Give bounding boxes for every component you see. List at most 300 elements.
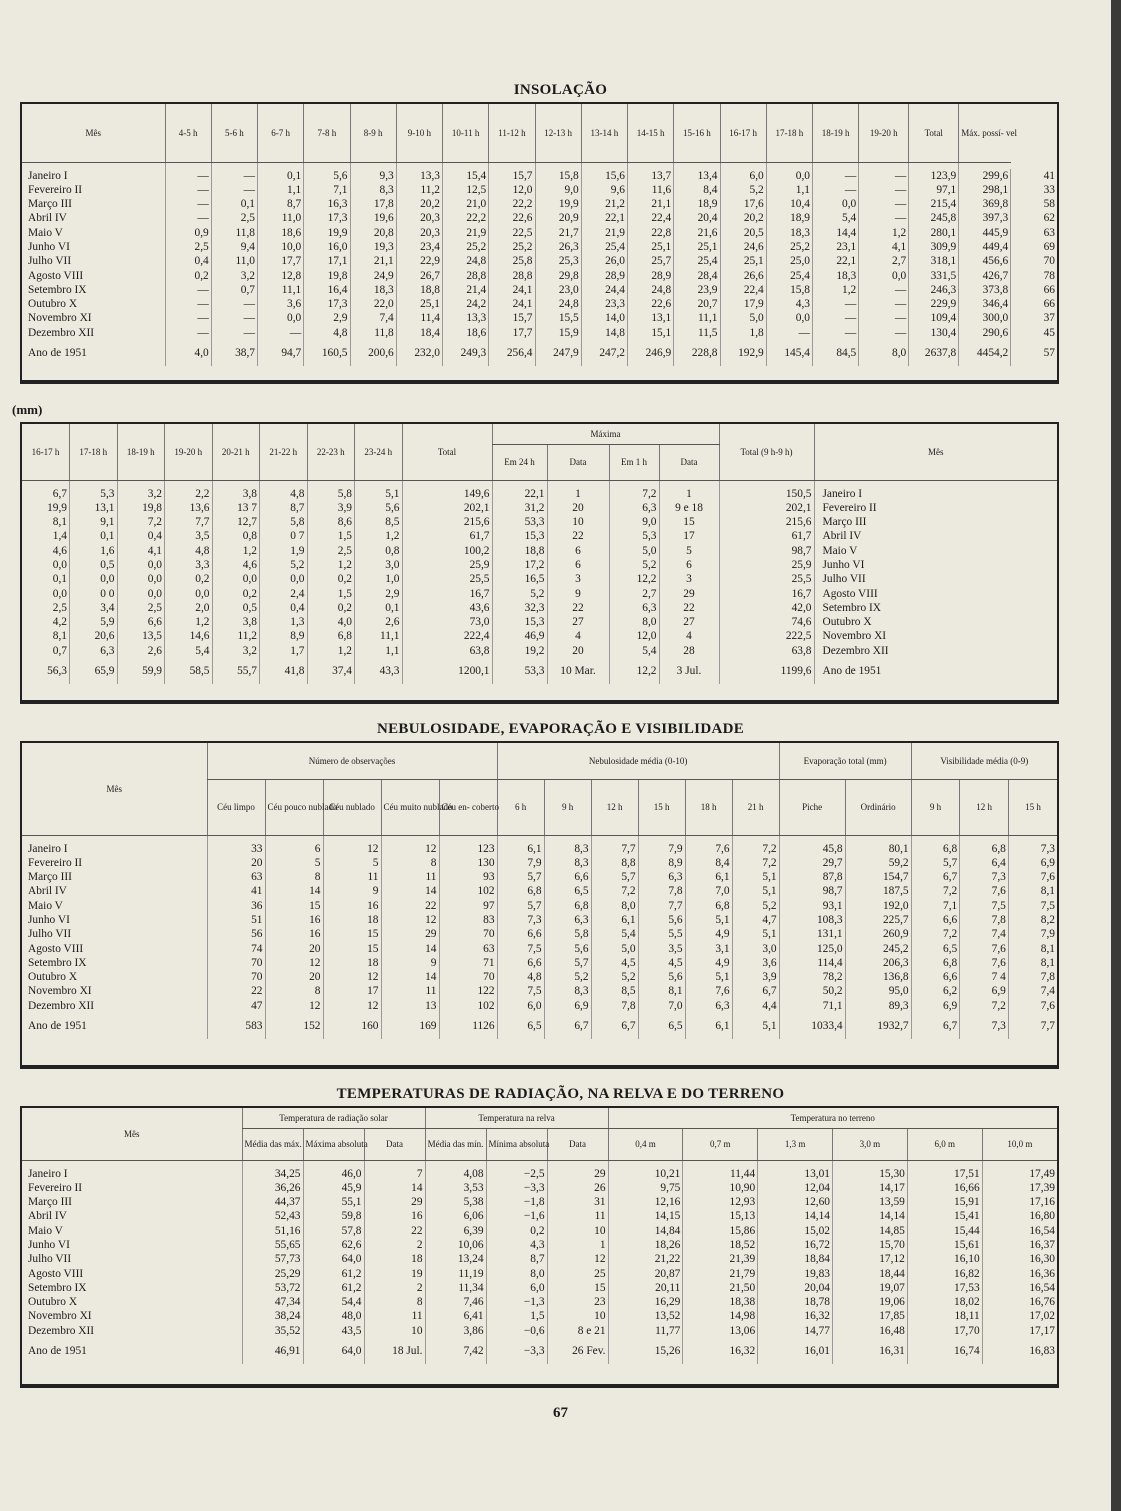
precip-cell: 2,7 xyxy=(609,587,659,601)
insolacao-cell: — xyxy=(859,326,909,340)
nebul-cell: Março III xyxy=(28,871,72,884)
precip-cell: Agosto VIII xyxy=(814,587,1057,601)
precip-cell: 8,7 xyxy=(260,501,308,515)
insolacao-cell: — xyxy=(165,183,211,197)
nebul-group: Visibilidade média (0-9) xyxy=(911,743,1057,779)
precip-cell: 0,0 xyxy=(260,572,308,586)
precip-header: 23-24 h xyxy=(355,424,403,480)
precip-cell: 202,1 xyxy=(402,501,492,515)
insolacao-cell: 18,6 xyxy=(258,226,304,240)
temps-cell: 21,22 xyxy=(608,1252,683,1266)
temps-cell: 15,44 xyxy=(907,1224,982,1238)
insolacao-cell: 215,4 xyxy=(909,197,959,211)
temps-cell: 14,77 xyxy=(758,1324,833,1338)
insolacao-cell: 0,1 xyxy=(258,169,304,183)
temps-cell: 16 xyxy=(364,1209,425,1223)
temps-cell: −1,6 xyxy=(486,1209,547,1223)
insolacao-cell: 20,3 xyxy=(396,226,442,240)
insolacao-cell: 14,8 xyxy=(581,326,627,340)
temps-cell: 17,17 xyxy=(982,1324,1057,1338)
insolacao-row xyxy=(22,226,1057,240)
temps-header: 6,0 m xyxy=(907,1128,982,1160)
nebul-cell: 80,1 xyxy=(845,842,911,856)
nebul-cell: 71,1 xyxy=(779,999,845,1013)
temps-total-row xyxy=(22,1338,1057,1364)
nebul-cell: 16 xyxy=(265,913,323,927)
temps-cell: 15,70 xyxy=(833,1238,908,1252)
precip-cell: 9,0 xyxy=(609,515,659,529)
insolacao-header: 7-8 h xyxy=(304,104,350,162)
precip-cell: 13,5 xyxy=(117,629,165,643)
insolacao-cell: 15,7 xyxy=(489,169,535,183)
nebul-cell: 14 xyxy=(381,942,439,956)
precip-cell: 13,6 xyxy=(165,501,213,515)
precip-cell: 9,1 xyxy=(70,515,118,529)
nebul-cell: 5,1 xyxy=(685,913,732,927)
temps-total-cell: 7,42 xyxy=(425,1338,486,1364)
insolacao-cell: 15,8 xyxy=(766,283,812,297)
nebul-total-cell: 1033,4 xyxy=(779,1013,845,1039)
nebul-cell: 3,9 xyxy=(732,970,779,984)
precip-cell: 18,8 xyxy=(492,544,547,558)
temps-group: Temperatura no terreno xyxy=(608,1108,1057,1128)
precip-header: Data xyxy=(547,444,609,480)
nebul-cell: 93 xyxy=(439,870,497,884)
insolacao-cell: 13,3 xyxy=(396,169,442,183)
nebul-total-cell: Ano de 1951 xyxy=(28,1020,87,1033)
nebul-total-cell: 583 xyxy=(207,1013,265,1039)
insolacao-cell: 17,9 xyxy=(720,297,766,311)
temps-cell: 15,02 xyxy=(758,1224,833,1238)
insolacao-cell: 9,0 xyxy=(535,183,581,197)
precip-cell: 9 xyxy=(547,587,609,601)
insolacao-cell: 25,0 xyxy=(766,254,812,268)
precip-cell: Dezembro XII xyxy=(814,644,1057,658)
precip-row xyxy=(22,501,1057,515)
temps-cell: 18,38 xyxy=(683,1295,758,1309)
nebul-cell: Maio V xyxy=(28,899,63,912)
nebul-cell: 5,1 xyxy=(732,870,779,884)
temps-cell: 11,44 xyxy=(683,1167,758,1181)
temps-cell: 21,39 xyxy=(683,1252,758,1266)
nebul-cell: 125,0 xyxy=(779,942,845,956)
temps-header: Data xyxy=(364,1128,425,1160)
nebul-header: 6 h xyxy=(497,779,544,835)
insolacao-cell: 3,6 xyxy=(258,297,304,311)
insolacao-cell: 6,0 xyxy=(720,169,766,183)
nebul-cell: 9 xyxy=(323,884,381,898)
nebul-cell: 7,6 xyxy=(960,956,1009,970)
temps-cell: Julho VII xyxy=(28,1253,72,1266)
precip-cell: 0,0 xyxy=(52,587,67,600)
nebul-cell: 41 xyxy=(207,884,265,898)
precip-cell: 0,5 xyxy=(70,558,118,572)
nebul-cell: 245,2 xyxy=(845,942,911,956)
temps-cell: Setembro IX xyxy=(28,1281,87,1294)
precip-cell: 1,2 xyxy=(355,529,403,543)
temps-row xyxy=(22,1238,1057,1252)
nebul-total-cell: 6,5 xyxy=(638,1013,685,1039)
insolacao-cell: 28,4 xyxy=(674,269,720,283)
insolacao-cell: — xyxy=(859,297,909,311)
insolacao-cell: 25,2 xyxy=(489,240,535,254)
insolacao-cell: 290,6 xyxy=(959,326,1011,340)
temps-cell: 26 xyxy=(547,1181,608,1195)
precip-cell: 0,8 xyxy=(355,544,403,558)
precip-cell: 6,3 xyxy=(609,601,659,615)
precip-cell: 5 xyxy=(659,544,719,558)
nebul-cell: 131,1 xyxy=(779,927,845,941)
insolacao-cell: 24,6 xyxy=(720,240,766,254)
nebul-cell: 6,8 xyxy=(911,956,960,970)
temps-total-cell: 18 Jul. xyxy=(364,1338,425,1364)
insolacao-cell: 25,7 xyxy=(628,254,674,268)
nebul-cell: 7,6 xyxy=(960,942,1009,956)
insolacao-cell: 1,1 xyxy=(766,183,812,197)
insolacao-cell: 13,3 xyxy=(443,311,489,325)
nebul-cell: 8 xyxy=(265,984,323,998)
temps-table xyxy=(22,1108,1057,1364)
precip-cell: 1,4 xyxy=(52,530,67,543)
insolacao-cell: 17,8 xyxy=(350,197,396,211)
insolacao-cell: 25,1 xyxy=(720,254,766,268)
nebul-cell: 8,3 xyxy=(544,984,591,998)
temps-cell: Janeiro I xyxy=(28,1167,68,1180)
insolacao-cell: 0,1 xyxy=(211,197,257,211)
temps-cell: 16,54 xyxy=(982,1224,1057,1238)
temps-total-cell: 16,74 xyxy=(907,1338,982,1364)
insolacao-cell: 25,2 xyxy=(443,240,489,254)
insolacao-cell: 18,3 xyxy=(766,226,812,240)
insolacao-cell: — xyxy=(258,326,304,340)
precip-cell: 5,0 xyxy=(609,544,659,558)
nebul-cell: 6,6 xyxy=(497,927,544,941)
insolacao-cell: 0,2 xyxy=(165,269,211,283)
precip-row xyxy=(22,515,1057,529)
insolacao-cell: Novembro XI xyxy=(28,312,92,325)
insolacao-cell: 20,9 xyxy=(535,211,581,225)
nebul-cell: 6,5 xyxy=(911,942,960,956)
nebul-cell: 6,8 xyxy=(497,884,544,898)
insolacao-cell: 0,4 xyxy=(165,254,211,268)
nebul-cell: 6 xyxy=(265,842,323,856)
insolacao-total-cell: 247,2 xyxy=(581,340,627,366)
precip-cell: 20 xyxy=(547,501,609,515)
insolacao-cell: 5,2 xyxy=(720,183,766,197)
nebul-total-cell: 1126 xyxy=(439,1013,497,1039)
nebul-cell: 8,5 xyxy=(591,984,638,998)
insolacao-cell: 21,9 xyxy=(581,226,627,240)
precip-cell: Junho VI xyxy=(814,558,1057,572)
precip-cell: 4,6 xyxy=(212,558,260,572)
insolacao-header: 6-7 h xyxy=(258,104,304,162)
precip-header: 21-22 h xyxy=(260,424,308,480)
precip-cell: 0,2 xyxy=(165,572,213,586)
nebul-cell: 6,8 xyxy=(544,899,591,913)
precip-cell: 3,8 xyxy=(212,615,260,629)
insolacao-cell: 26,3 xyxy=(535,240,581,254)
nebul-cell: 7,7 xyxy=(638,899,685,913)
temps-header: 10,0 m xyxy=(982,1128,1057,1160)
insolacao-row xyxy=(22,283,1057,297)
nebul-header: Céu nublado xyxy=(323,779,381,835)
temps-cell: 17,39 xyxy=(982,1181,1057,1195)
insolacao-header: Total xyxy=(909,104,959,162)
precip-total-cell: 1199,6 xyxy=(719,658,814,684)
precip-cell: 0,0 xyxy=(117,587,165,601)
insolacao-cell: 309,9 xyxy=(909,240,959,254)
nebul-row xyxy=(22,999,1057,1013)
nebul-cell: 93,1 xyxy=(779,899,845,913)
nebul-row xyxy=(22,913,1057,927)
precip-row xyxy=(22,529,1057,543)
temps-cell: 6,06 xyxy=(425,1209,486,1223)
nebul-cell: 70 xyxy=(207,956,265,970)
precip-cell: 4,8 xyxy=(165,544,213,558)
temps-cell: 64,0 xyxy=(303,1252,364,1266)
insolacao-cell: 13,7 xyxy=(628,169,674,183)
temps-cell: −2,5 xyxy=(486,1167,547,1181)
insolacao-cell: 97,1 xyxy=(909,183,959,197)
temps-row xyxy=(22,1181,1057,1195)
nebul-cell: 12 xyxy=(265,999,323,1013)
nebul-header: Piche xyxy=(779,779,845,835)
precip-row xyxy=(22,601,1057,615)
temps-cell: 2 xyxy=(364,1238,425,1252)
nebul-header: Mês xyxy=(22,743,207,835)
temps-cell: 12,60 xyxy=(758,1195,833,1209)
precip-cell: 10 xyxy=(547,515,609,529)
precip-cell: 6 xyxy=(547,544,609,558)
insolacao-cell: 22,1 xyxy=(813,254,859,268)
nebul-total-cell: 169 xyxy=(381,1013,439,1039)
nebul-cell: 7,3 xyxy=(497,913,544,927)
nebul-cell: 22 xyxy=(207,984,265,998)
nebul-cell: Novembro XI xyxy=(28,985,92,998)
precip-table-frame xyxy=(20,422,1059,704)
precip-cell: 1,5 xyxy=(307,587,355,601)
insolacao-cell: 5,0 xyxy=(720,311,766,325)
nebul-header: Céu muito nublado xyxy=(381,779,439,835)
insolacao-cell: 22,6 xyxy=(628,297,674,311)
nebul-cell: 6,1 xyxy=(685,870,732,884)
temps-cell: 16,80 xyxy=(982,1209,1057,1223)
insolacao-cell: 22,2 xyxy=(443,211,489,225)
nebul-cell: 3,6 xyxy=(732,956,779,970)
insolacao-row xyxy=(22,169,1057,183)
insolacao-cell: 22,8 xyxy=(628,226,674,240)
nebul-cell: 12 xyxy=(265,956,323,970)
insolacao-header: 15-16 h xyxy=(674,104,720,162)
temps-header: Mês xyxy=(22,1108,242,1160)
insolacao-cell: 25,3 xyxy=(535,254,581,268)
temps-cell: 10 xyxy=(547,1224,608,1238)
nebul-cell: Dezembro XII xyxy=(28,999,95,1012)
precip-total-cell: 58,5 xyxy=(165,658,213,684)
nebul-cell: 12 xyxy=(381,842,439,856)
precip-cell: 42,0 xyxy=(719,601,814,615)
insolacao-header: 12-13 h xyxy=(535,104,581,162)
nebul-cell: 6,5 xyxy=(544,884,591,898)
insolacao-cell: 2,5 xyxy=(165,240,211,254)
nebul-cell: 18 xyxy=(323,956,381,970)
temps-cell: 11 xyxy=(547,1209,608,1223)
precip-cell: 0,0 xyxy=(117,572,165,586)
precip-cell: Julho VII xyxy=(814,572,1057,586)
temps-cell: Abril IV xyxy=(28,1210,67,1223)
insolacao-cell: 17,7 xyxy=(258,254,304,268)
nebul-cell: 6,3 xyxy=(544,913,591,927)
precip-cell: 20,6 xyxy=(70,629,118,643)
temps-cell: 6,41 xyxy=(425,1309,486,1323)
nebul-header: 18 h xyxy=(685,779,732,835)
precip-cell: 215,6 xyxy=(719,515,814,529)
insolacao-cell: — xyxy=(211,297,257,311)
insolacao-header: 4-5 h xyxy=(165,104,211,162)
precip-cell: 19,9 xyxy=(47,501,67,514)
temps-row xyxy=(22,1252,1057,1266)
precip-cell: 13 7 xyxy=(212,501,260,515)
insolacao-row xyxy=(22,297,1057,311)
temps-cell: 15,13 xyxy=(683,1209,758,1223)
nebul-cell: 8 xyxy=(381,856,439,870)
nebul-row xyxy=(22,856,1057,870)
precip-cell: Março III xyxy=(814,515,1057,529)
insolacao-cell: — xyxy=(859,197,909,211)
insolacao-cell: 22,0 xyxy=(350,297,396,311)
nebul-cell: 7,4 xyxy=(1008,984,1057,998)
nebul-total-cell: 6,7 xyxy=(591,1013,638,1039)
precip-cell: 5,2 xyxy=(492,587,547,601)
nebul-cell: 70 xyxy=(207,970,265,984)
precip-cell: 6,8 xyxy=(307,629,355,643)
insolacao-cell: 11,2 xyxy=(396,183,442,197)
nebul-cell: 50,2 xyxy=(779,984,845,998)
precip-cell: 5,6 xyxy=(355,501,403,515)
insolacao-cell: 23,1 xyxy=(813,240,859,254)
nebul-cell: 7 4 xyxy=(960,970,1009,984)
temps-cell: 16,29 xyxy=(608,1295,683,1309)
insolacao-cell: 5,6 xyxy=(304,169,350,183)
page-edge xyxy=(1111,0,1121,1511)
temps-cell: 35,52 xyxy=(242,1324,303,1338)
temps-cell: 16,72 xyxy=(758,1238,833,1252)
insolacao-total-cell: 8,0 xyxy=(859,340,909,366)
precip-cell: 12,7 xyxy=(212,515,260,529)
insolacao-cell: 9,3 xyxy=(350,169,396,183)
nebul-group: Número de observações xyxy=(207,743,497,779)
precip-cell: 74,6 xyxy=(719,615,814,629)
temps-cell: 46,0 xyxy=(303,1167,364,1181)
insolacao-cell: 2,7 xyxy=(859,254,909,268)
precip-cell: 0,2 xyxy=(307,572,355,586)
temps-cell: 18,02 xyxy=(907,1295,982,1309)
insolacao-header: 17-18 h xyxy=(766,104,812,162)
temps-cell: 17,16 xyxy=(982,1195,1057,1209)
nebul-cell: 7,9 xyxy=(497,856,544,870)
nebul-cell: 7,6 xyxy=(685,842,732,856)
temps-total-cell: 16,32 xyxy=(683,1338,758,1364)
precip-cell: 5,8 xyxy=(307,487,355,501)
nebul-cell: 17 xyxy=(323,984,381,998)
nebul-cell: 5,7 xyxy=(544,956,591,970)
temps-cell: 18,26 xyxy=(608,1238,683,1252)
nebul-cell: 8,1 xyxy=(638,984,685,998)
nebul-cell: 22 xyxy=(381,899,439,913)
insolacao-header: 9-10 h xyxy=(396,104,442,162)
insolacao-cell: 12,5 xyxy=(443,183,489,197)
nebul-cell: 7,8 xyxy=(591,999,638,1013)
precip-cell: 63,8 xyxy=(719,644,814,658)
insolacao-cell: 24,4 xyxy=(581,283,627,297)
nebul-cell: 8,1 xyxy=(1008,884,1057,898)
nebul-cell: 87,8 xyxy=(779,870,845,884)
temps-cell: 1 xyxy=(547,1238,608,1252)
precip-cell: 16,7 xyxy=(402,587,492,601)
precip-cell: Setembro IX xyxy=(814,601,1057,615)
insolacao-row xyxy=(22,240,1057,254)
temps-cell: 14,98 xyxy=(683,1309,758,1323)
insolacao-total-cell: 192,9 xyxy=(720,340,766,366)
precip-cell: 22,1 xyxy=(492,487,547,501)
nebul-cell: 7,4 xyxy=(960,927,1009,941)
nebul-cell: 7,6 xyxy=(1008,870,1057,884)
nebul-cell: 7,6 xyxy=(685,984,732,998)
temps-cell: 17,02 xyxy=(982,1309,1057,1323)
nebul-cell: 59,2 xyxy=(845,856,911,870)
insolacao-total-cell: 145,4 xyxy=(766,340,812,366)
insolacao-cell: 0,0 xyxy=(766,169,812,183)
insolacao-cell: 2,5 xyxy=(211,211,257,225)
temps-cell: 17,51 xyxy=(907,1167,982,1181)
precip-cell: 5,4 xyxy=(165,644,213,658)
nebul-cell: 6,3 xyxy=(685,999,732,1013)
insolacao-cell: 28,9 xyxy=(628,269,674,283)
nebul-cell: 14 xyxy=(381,970,439,984)
insolacao-cell: 25,4 xyxy=(766,269,812,283)
nebul-cell: 6,7 xyxy=(732,984,779,998)
insolacao-cell: 11,8 xyxy=(211,226,257,240)
temps-cell: Junho VI xyxy=(28,1238,70,1251)
insolacao-cell: 45 xyxy=(1011,326,1057,340)
temps-row xyxy=(22,1281,1057,1295)
insolacao-total-cell: 249,3 xyxy=(443,340,489,366)
precip-cell: 4,8 xyxy=(260,487,308,501)
temps-cell: 16,36 xyxy=(982,1267,1057,1281)
nebul-header: Céu en- coberto xyxy=(439,779,497,835)
temps-cell: 16,76 xyxy=(982,1295,1057,1309)
temps-cell: 14,85 xyxy=(833,1224,908,1238)
precip-header: 19-20 h xyxy=(165,424,213,480)
precip-row xyxy=(22,558,1057,572)
nebul-cell: 7,9 xyxy=(638,842,685,856)
temps-cell: 17,85 xyxy=(833,1309,908,1323)
nebul-cell: Janeiro I xyxy=(28,842,68,855)
insolacao-cell: 15,9 xyxy=(535,326,581,340)
precip-cell: 4,0 xyxy=(307,615,355,629)
precip-cell: 1,1 xyxy=(355,644,403,658)
insolacao-cell: 25,4 xyxy=(581,240,627,254)
temps-cell: 22 xyxy=(364,1224,425,1238)
temps-cell: 18,78 xyxy=(758,1295,833,1309)
temps-cell: 61,2 xyxy=(303,1281,364,1295)
insolacao-cell: 18,3 xyxy=(350,283,396,297)
nebul-cell: 70 xyxy=(439,970,497,984)
insolacao-cell: 15,1 xyxy=(628,326,674,340)
temps-cell: 10,06 xyxy=(425,1238,486,1252)
insolacao-cell: 426,7 xyxy=(959,269,1011,283)
precip-cell: 63,8 xyxy=(402,644,492,658)
